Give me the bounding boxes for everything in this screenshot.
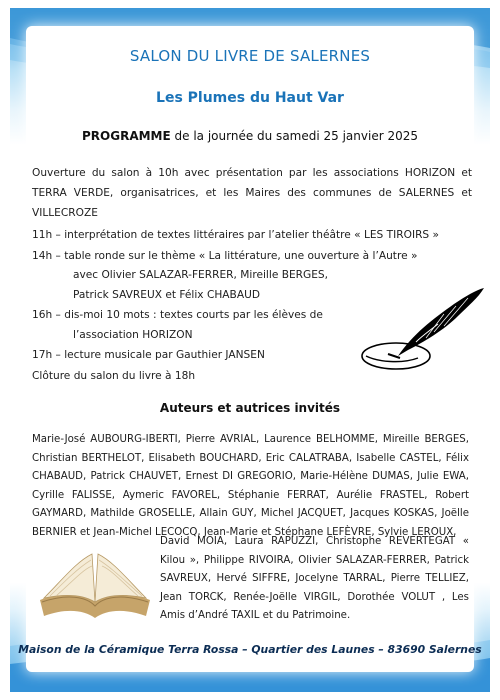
schedule-item: Patrick SAVREUX et Félix CHABAUD [73,289,260,301]
closing-time: Clôture du salon du livre à 18h [32,370,196,382]
schedule-item: l’association HORIZON [73,329,193,341]
opening-paragraph: Ouverture du salon à 10h avec présentation par les associations HORIZON et TERRA VERDE, organisatrices, et les Maires des communes de SALERNES et VILLECROZE [32,167,472,219]
venue-address: Maison de la Céramique Terra Rossa – Quartier des Launes – 83690 Salernes [18,643,482,656]
open-book-icon [36,540,154,630]
event-subtitle: Les Plumes du Haut Var [156,90,344,106]
schedule-item: 11h – interprétation de textes littéraires par l’atelier théâtre « LES TIROIRS » [32,229,440,241]
event-title: SALON DU LIVRE DE SALERNES [129,47,371,65]
authors-list-continued: David MOIA, Laura RAPUZZI, Christophe REVERTEGAT « Kilou », Philippe RIVOIRA, Olivier SALAZAR-FERRER, Patrick SAVREUX, Hervé SIFFRE, Jocelyne TARRAL, Pierre TELLIEZ, Jean TORCK, Renée-Joëlle VIRGIL, Dorothée VOLUT , Les Amis d’André TAXIL et du Patrimoine. [160,536,469,622]
schedule-item: 16h – dis-moi 10 mots : textes courts par les élèves de [32,309,323,321]
schedule-item: 14h – table ronde sur le thème « La littérature, une ouverture à l’Autre » [32,250,418,262]
programme-date: de la journée du samedi 25 janvier 2025 [170,129,418,143]
programme-heading [0,129,500,143]
quill-ink-icon [358,284,486,384]
schedule-item: avec Olivier SALAZAR-FERRER, Mireille BERGES, [73,269,329,281]
programme-label: PROGRAMME [82,129,171,143]
authors-heading: Auteurs et autrices invités [159,401,341,415]
schedule-item: 17h – lecture musicale par Gauthier JANSEN [32,349,265,361]
authors-list: Marie-José AUBOURG-IBERTI, Pierre AVRIAL, Laurence BELHOMME, Mireille BERGES, Christian BERTHELOT, Elisabeth BOUCHARD, Eric CALATRABA, Isabelle CASTEL, Félix CHABAUD, Patrick CHAUVET, Ernest DI GREGORIO, Marie-Hélène DUMAS, Julie EWA, Cyrille FALISSE, Aymeric FAVOREL, Stéphanie FERRAT, Aurélie FRASTEL, Robert GAYMARD, Mathilde GROSELLE, Allain GUY, Michel JACQUET, Jacques KOSKAS, Joëlle BERNIER et Jean-Michel LECOCQ, Jean-Marie et Stéphane LEFÈVRE, Sylvie LEROUX, [32,434,469,538]
